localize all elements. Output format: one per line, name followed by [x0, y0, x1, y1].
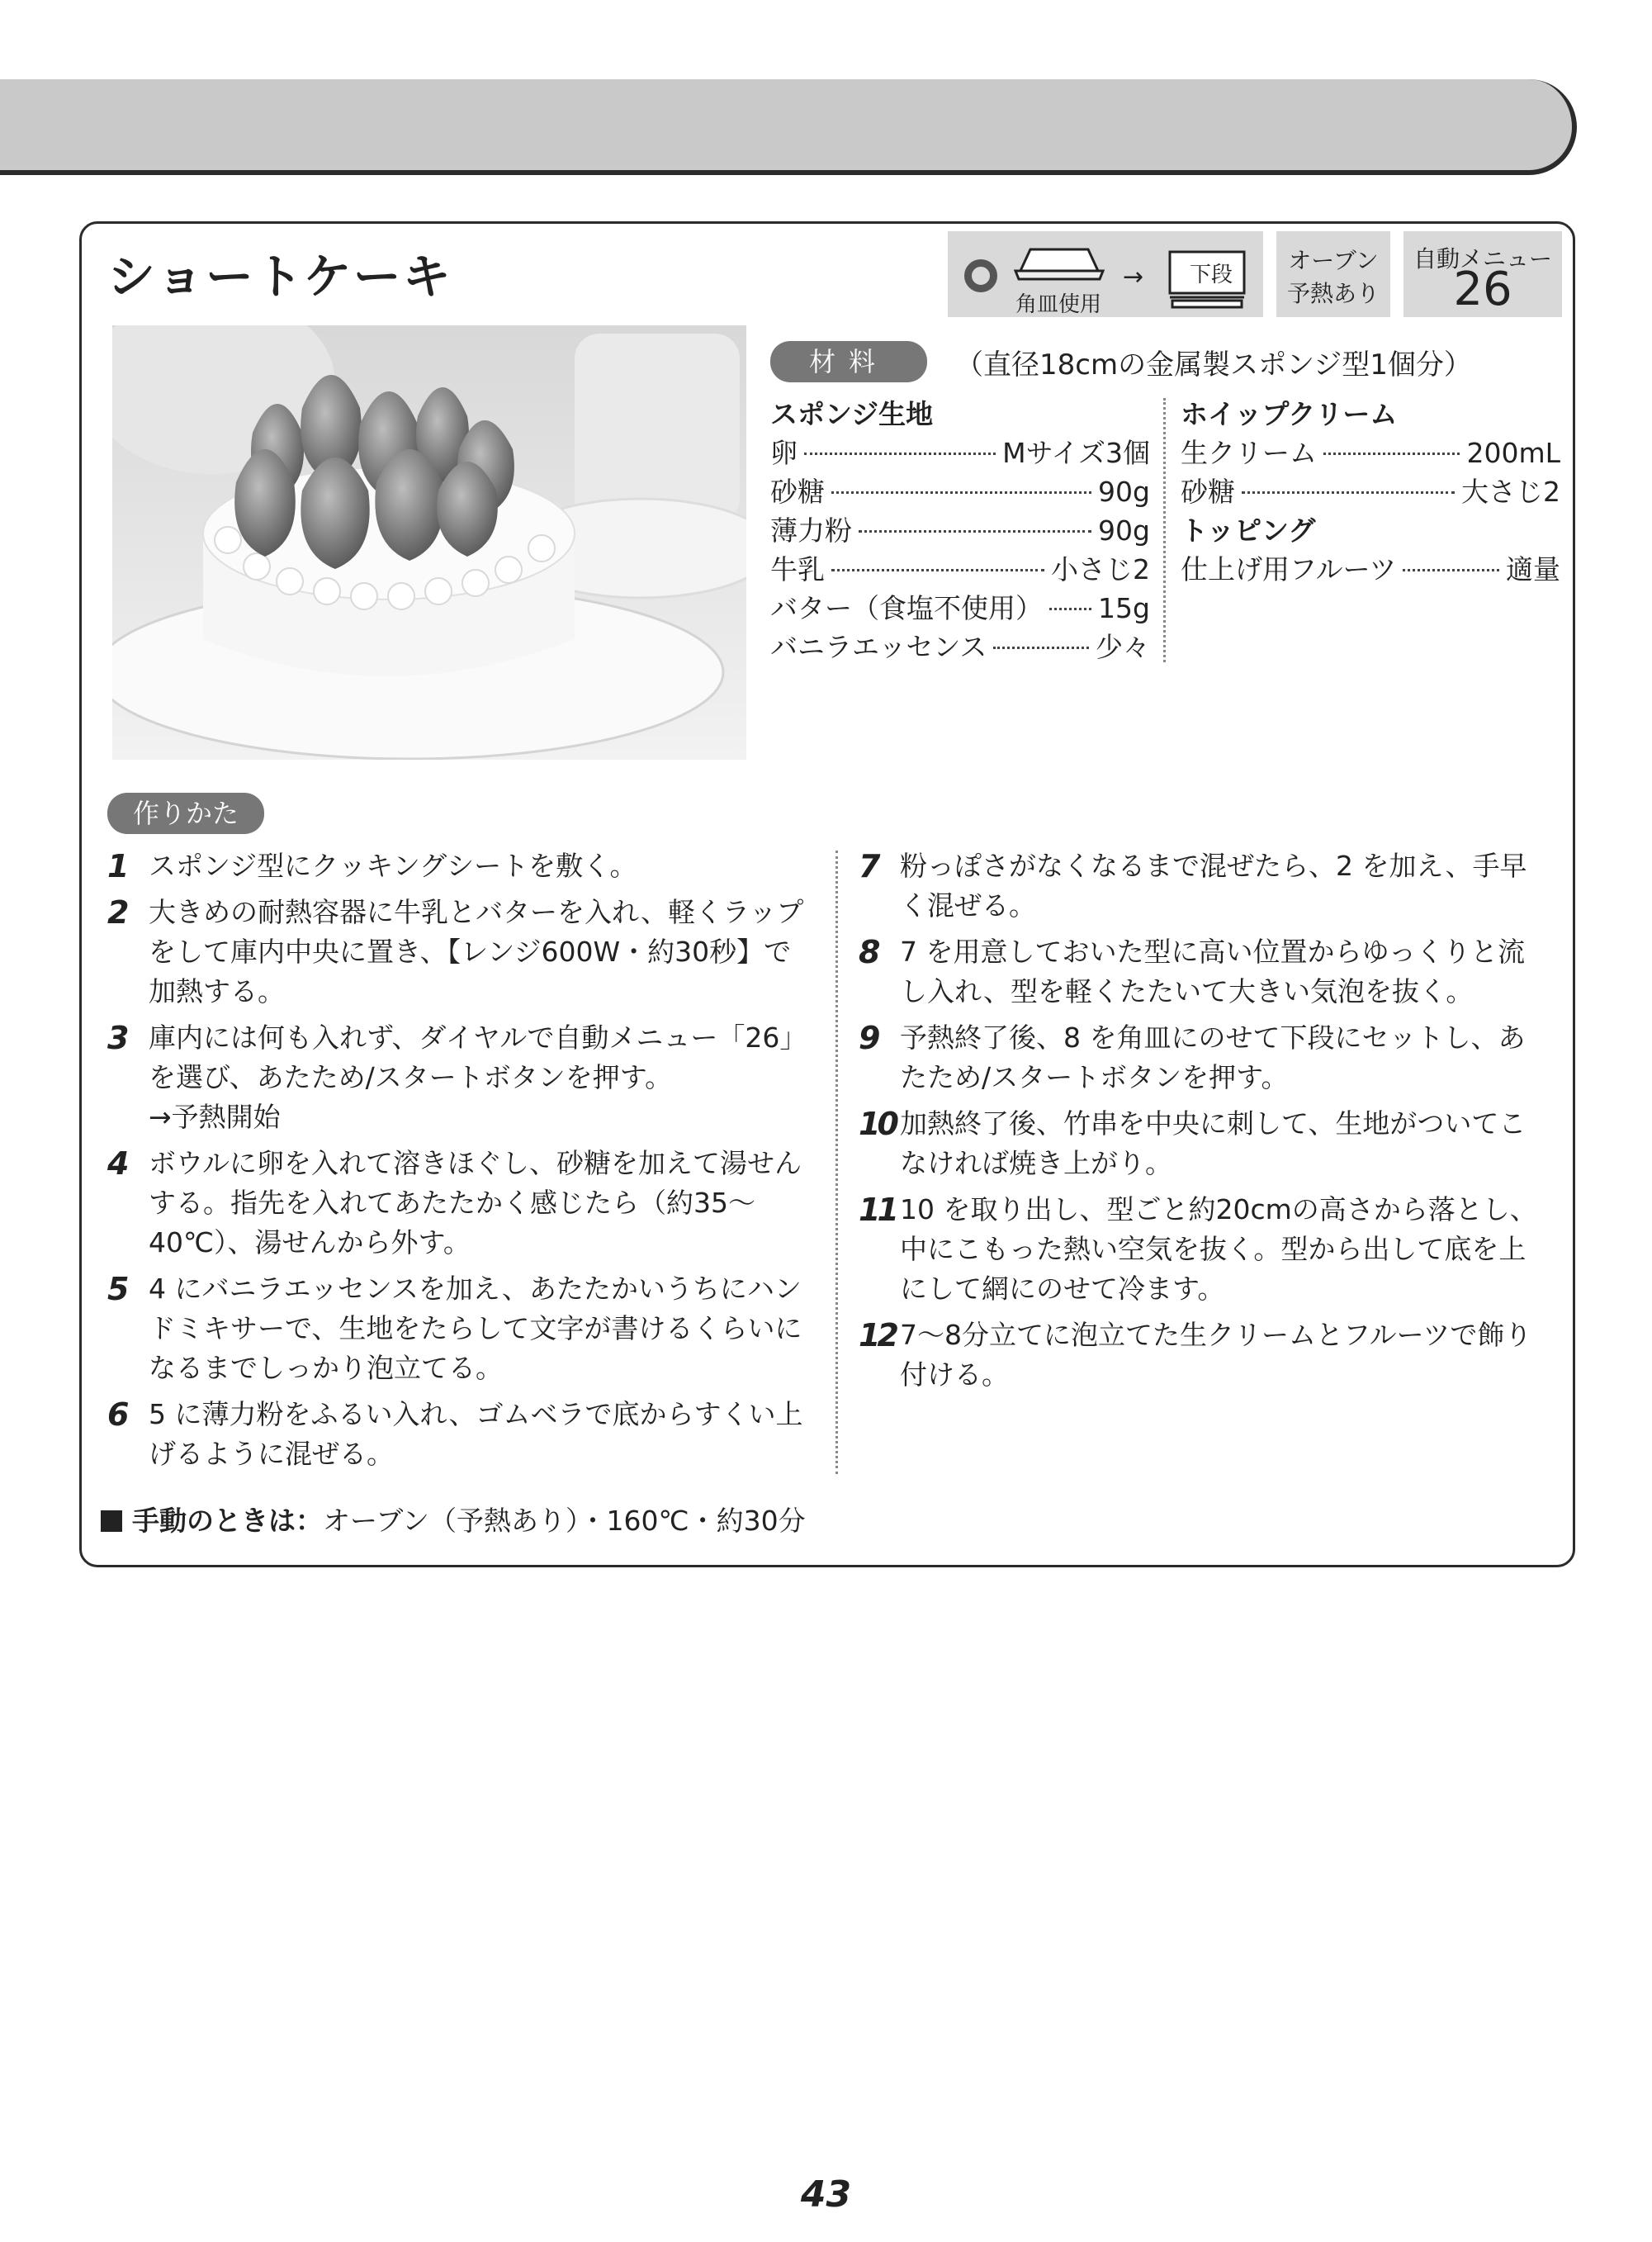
auto-menu-label: 自動メニュー	[1413, 245, 1552, 273]
ingredient-row	[770, 628, 1150, 666]
ingredient-amount: Mサイズ3個	[1002, 437, 1150, 469]
ingredients-divider	[1163, 398, 1166, 662]
ingredient-row	[1181, 472, 1560, 511]
step-number: 2	[107, 894, 130, 931]
arrow-icon: →	[1123, 263, 1144, 292]
step-sub-text: →予熱開始	[149, 1101, 281, 1133]
recipe-title: ショートケーキ	[107, 249, 452, 305]
step-text: 加熱終了後、竹串を中央に刺して、生地がついてこなければ焼き上がり。	[900, 1107, 1527, 1179]
step-number: 7	[859, 848, 878, 884]
sponge-ingredients	[770, 395, 1150, 666]
ingredient-row	[770, 434, 1150, 472]
ingredient-amount: 90g	[1098, 476, 1150, 508]
step-item	[859, 846, 1544, 926]
step-item	[859, 1190, 1544, 1309]
page-number: 43	[800, 2173, 852, 2216]
manual-settings-note	[101, 1500, 806, 1538]
method-steps-right	[859, 846, 1544, 1401]
step-text: 粉っぽさがなくなるまで混ぜたら、2 を加え、手早く混ぜる。	[900, 850, 1527, 922]
step-item	[107, 1395, 805, 1474]
auto-menu-box	[1403, 231, 1562, 317]
rack-label: 下段	[1190, 263, 1233, 287]
oven-mode-icon	[964, 259, 997, 292]
tray-icon	[1014, 243, 1105, 286]
step-item	[859, 1018, 1544, 1097]
ingredient-row	[770, 589, 1150, 628]
cream-topping-ingredients	[1181, 395, 1560, 589]
ingredient-amount: 大さじ2	[1461, 476, 1560, 508]
ingredients-note: （直径18cmの金属製スポンジ型1個分）	[955, 348, 1472, 382]
preheat-box	[1276, 231, 1390, 317]
ingredient-amount: 200mL	[1466, 437, 1560, 469]
step-item	[107, 846, 805, 886]
ingredient-row	[770, 472, 1150, 511]
step-item	[859, 1315, 1544, 1395]
sponge-heading: スポンジ生地	[770, 398, 934, 430]
ingredient-name: 薄力粉	[770, 514, 852, 547]
step-item	[859, 1104, 1544, 1183]
method-label: 作りかた	[107, 793, 264, 834]
step-item	[107, 1269, 805, 1388]
ingredient-row	[1181, 434, 1560, 472]
ingredient-name: 牛乳	[770, 553, 825, 585]
step-number: 6	[107, 1396, 130, 1433]
step-number: 11	[859, 1192, 896, 1228]
tray-label: 角皿使用	[1015, 292, 1102, 317]
step-item	[107, 893, 805, 1012]
step-number: 8	[859, 934, 878, 970]
square-bullet-icon	[101, 1510, 122, 1532]
step-text: 10 を取り出し、型ごと約20cmの高さから落とし、中にこもった熱い空気を抜く。型から出して底を上にして網にのせて冷ます。	[900, 1193, 1537, 1305]
manual-label: 手動のときは：	[132, 1505, 323, 1537]
step-text: 7～8分立てに泡立てた生クリームとフルーツで飾り付ける。	[900, 1319, 1532, 1391]
step-text: ボウルに卵を入れて溶きほぐし、砂糖を加えて湯せんする。指先を入れてあたたかく感じたら（約35～40℃）、湯せんから外す。	[149, 1147, 802, 1258]
ingredient-row	[770, 550, 1150, 589]
ingredient-name: 卵	[770, 437, 798, 469]
step-text: 庫内には何も入れず、ダイヤルで自動メニュー「26」を選び、あたため/スタートボタンを押す。	[149, 1021, 793, 1093]
ingredient-amount: 適量	[1506, 553, 1560, 585]
section-header-band	[0, 79, 1577, 175]
step-number: 4	[107, 1145, 130, 1182]
auto-menu-number: 26	[1453, 263, 1512, 316]
step-text: 7 を用意しておいた型に高い位置からゆっくりと流し入れ、型を軽くたたいて大きい気泡を抜く。	[900, 936, 1526, 1007]
step-text: 大きめの耐熱容器に牛乳とバターを入れ、軽くラップをして庫内中央に置き、【レンジ600W・約30秒】で加熱する。	[149, 896, 804, 1007]
mode-tray-box	[948, 231, 1263, 317]
step-number: 5	[107, 1271, 130, 1307]
step-number: 12	[859, 1317, 896, 1353]
step-text: 5 に薄力粉をふるい入れ、ゴムベラで底からすくい上げるように混ぜる。	[149, 1398, 803, 1470]
step-text: 4 にバニラエッセンスを加え、あたたかいうちにハンドミキサーで、生地をたらして文字が書けるくらいになるまでしっかり泡立てる。	[149, 1273, 802, 1384]
ingredient-name: 砂糖	[770, 476, 825, 508]
step-item	[107, 1018, 805, 1137]
steps-divider	[835, 851, 838, 1474]
ingredient-row	[770, 511, 1150, 550]
ingredient-amount: 小さじ2	[1051, 553, 1150, 585]
ingredient-name: 砂糖	[1181, 476, 1235, 508]
preheat-label-line1: オーブン	[1288, 247, 1379, 274]
ingredient-amount: 90g	[1098, 514, 1150, 547]
ingredients-label: 材料	[770, 341, 927, 382]
ingredient-name: バター（食塩不使用）	[770, 592, 1043, 624]
ingredient-row	[1181, 550, 1560, 589]
step-item	[107, 1144, 805, 1263]
step-number: 1	[107, 848, 130, 884]
cake-photo	[112, 325, 746, 760]
ingredient-name: 仕上げ用フルーツ	[1181, 553, 1397, 585]
preheat-label-line2: 予熱あり	[1286, 280, 1380, 307]
method-steps-left	[107, 846, 805, 1481]
step-number: 9	[859, 1020, 878, 1056]
step-text: スポンジ型にクッキングシートを敷く。	[149, 850, 637, 882]
ingredient-amount: 少々	[1096, 631, 1150, 663]
step-item	[859, 932, 1544, 1012]
step-number: 3	[107, 1020, 130, 1056]
topping-heading: トッピング	[1181, 514, 1316, 547]
ingredient-amount: 15g	[1098, 592, 1150, 624]
ingredient-name: 生クリーム	[1181, 437, 1317, 469]
manual-text: オーブン（予熱あり）・160℃・約30分	[323, 1505, 806, 1537]
ingredient-name: バニラエッセンス	[770, 631, 987, 663]
step-text: 予熱終了後、8 を角皿にのせて下段にセットし、あたため/スタートボタンを押す。	[900, 1021, 1526, 1093]
step-number: 10	[859, 1106, 896, 1142]
cream-heading: ホイップクリーム	[1181, 398, 1398, 430]
